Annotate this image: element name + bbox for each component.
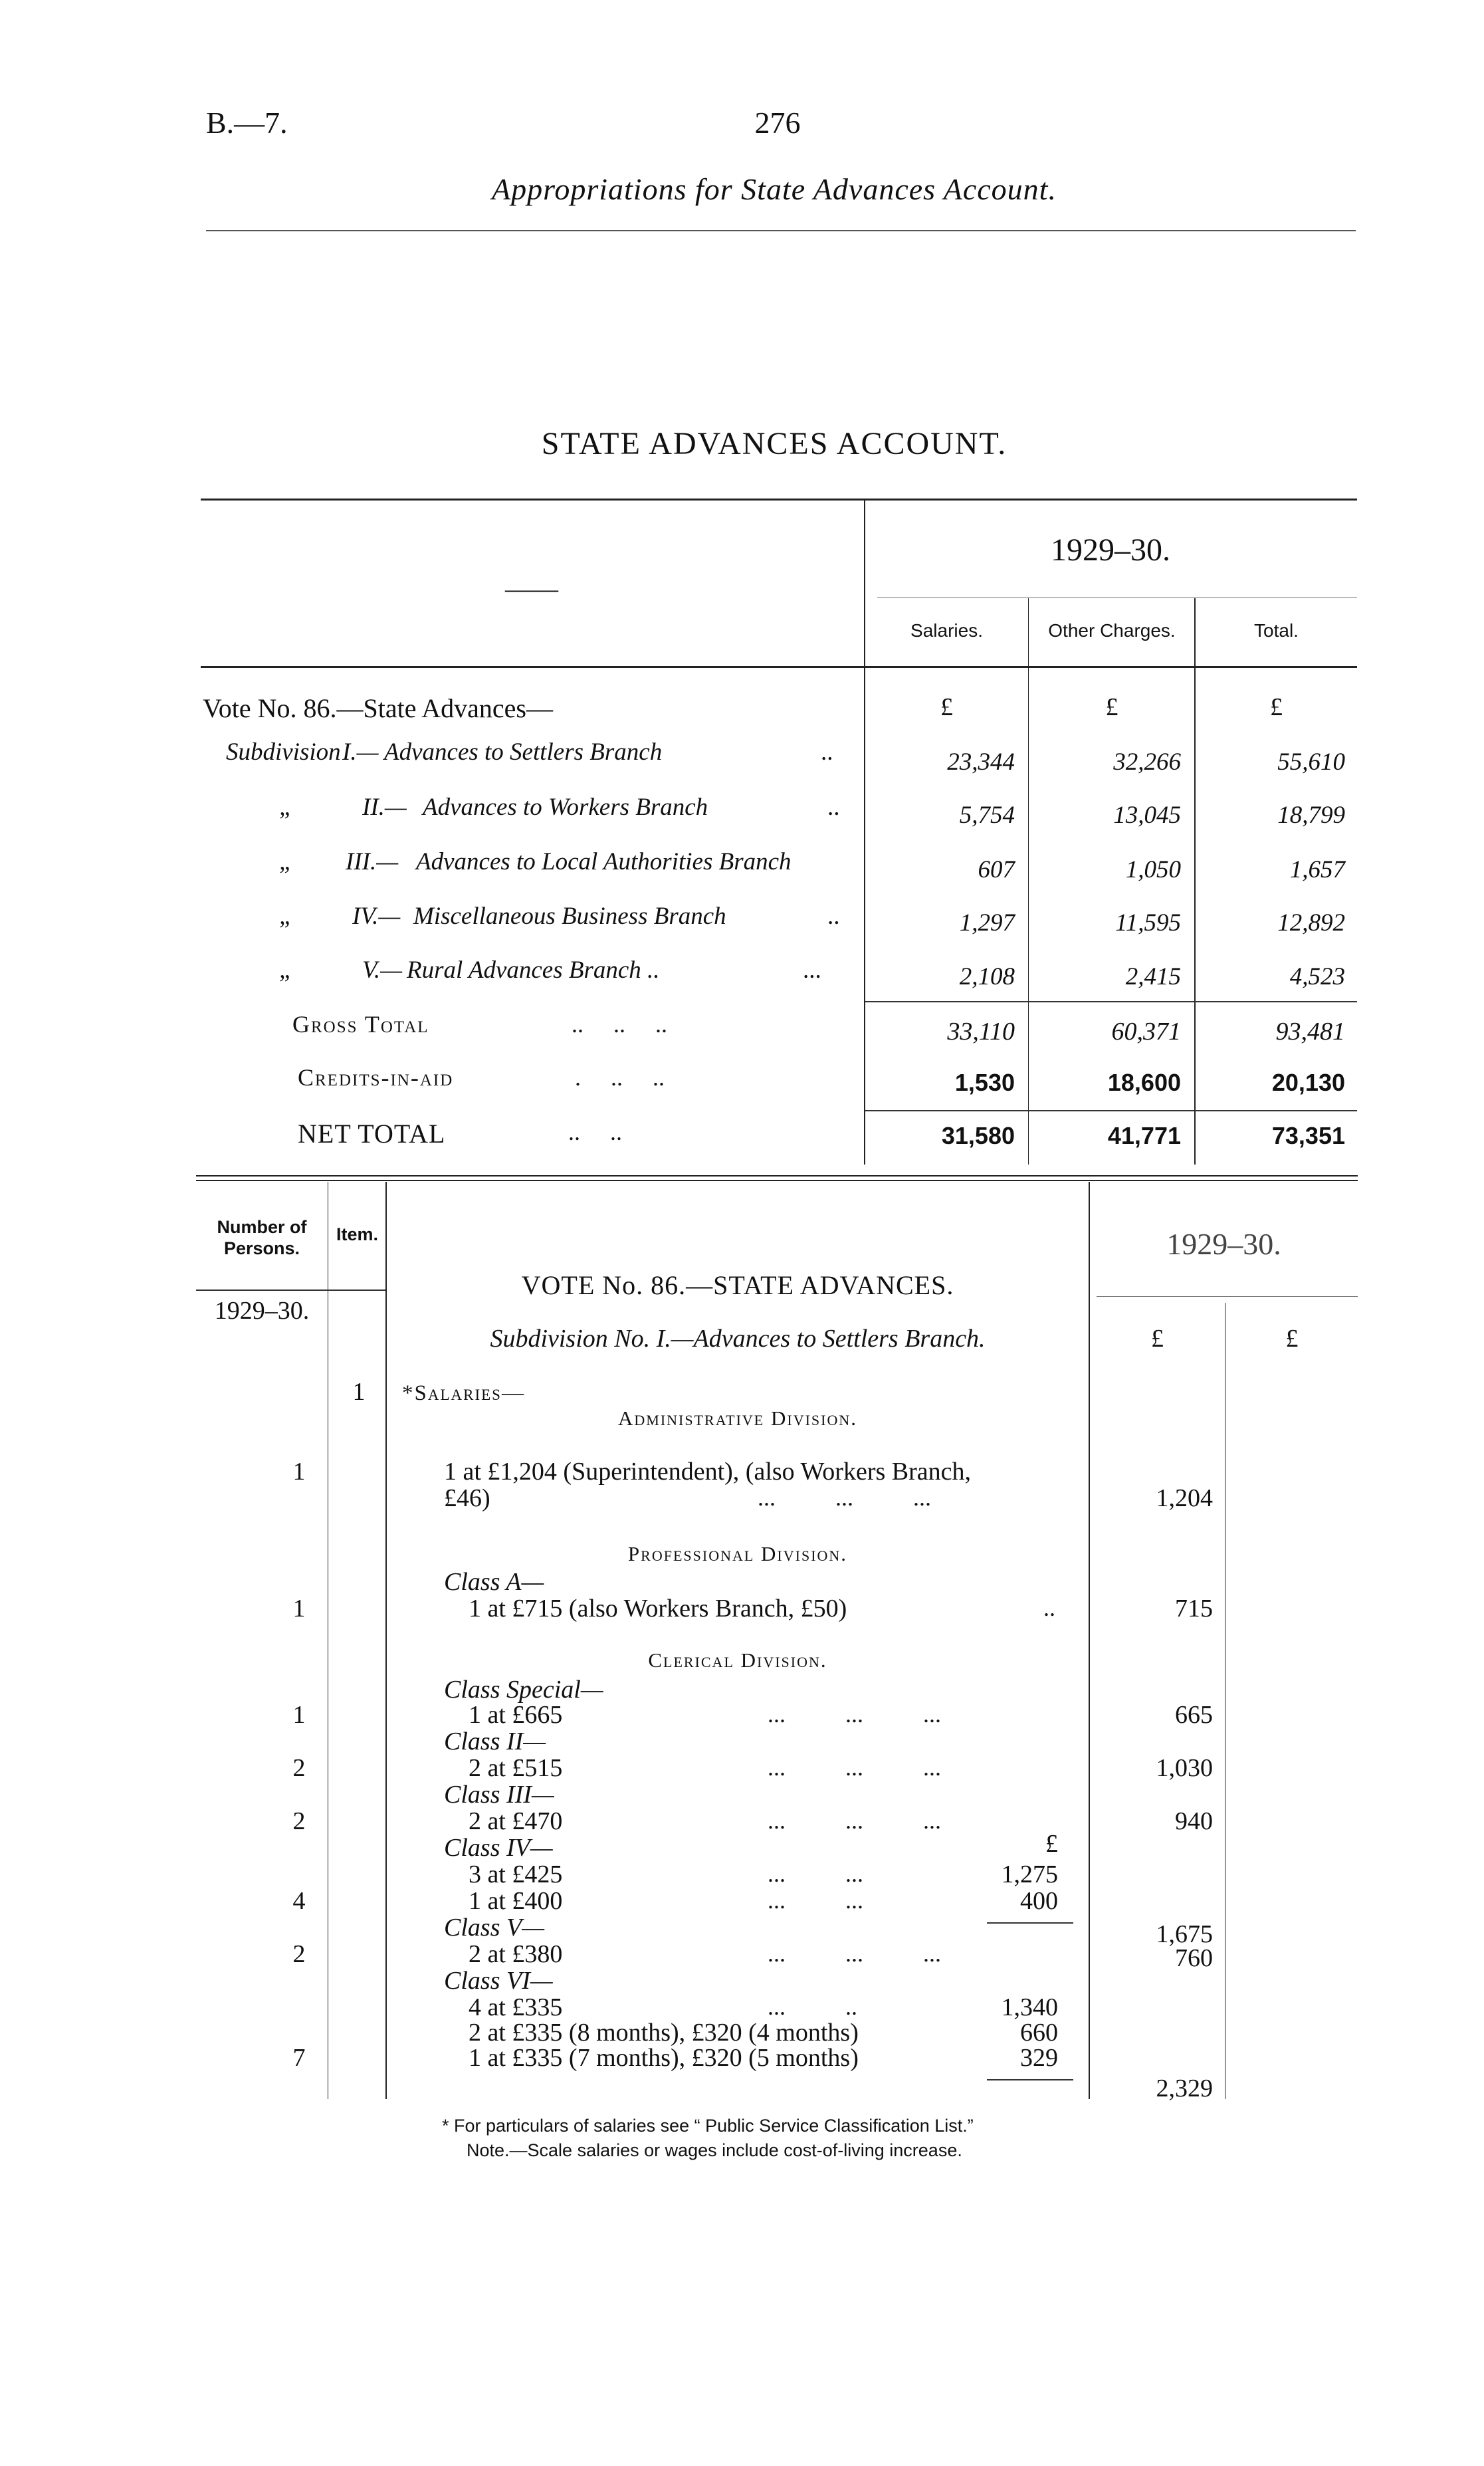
- gross-label: Gross Total: [292, 1011, 429, 1038]
- footnote-salaries: * For particulars of salaries see “ Public Service Classification List.”: [442, 2116, 974, 2136]
- iv-leader-2: ... ...: [768, 1887, 863, 1914]
- iv-pound: £: [1045, 1830, 1058, 1858]
- vi-persons: 7: [292, 2044, 306, 2072]
- header-rule: [206, 230, 1356, 231]
- v-persons: 2: [292, 1940, 306, 1968]
- vi-subtotal-2: 660: [1020, 2019, 1058, 2047]
- credits-salaries: 1,530: [954, 1069, 1015, 1096]
- iii-persons: 2: [292, 1807, 306, 1835]
- clerical-division: Clerical Division.: [648, 1648, 827, 1672]
- detail-year-rule: [1097, 1296, 1358, 1297]
- row-total: 18,799: [1277, 802, 1345, 829]
- vi-line-3: 1 at £335 (7 months), £320 (5 months): [469, 2044, 859, 2072]
- iv-line-1: 3 at £425: [469, 1860, 563, 1888]
- row-name: Advances to Settlers Branch: [384, 738, 663, 766]
- gross-rule: [865, 1001, 1357, 1002]
- gross-other: 60,371: [1111, 1018, 1181, 1046]
- row-other: 11,595: [1114, 909, 1181, 937]
- class-a-persons: 1: [292, 1595, 306, 1623]
- iv-persons: 4: [292, 1887, 306, 1915]
- row-prefix: Subdivision: [226, 738, 341, 766]
- vi-subtotal-3: 329: [1020, 2044, 1058, 2072]
- page-number: 276: [754, 106, 801, 140]
- gross-salaries: 33,110: [947, 1018, 1015, 1046]
- admin-line-1: 1 at £1,204 (Superintendent), (also Workers Branch,: [444, 1458, 971, 1486]
- admin-line-2: £46): [444, 1484, 490, 1512]
- iii-leader: ... ... ...: [768, 1807, 941, 1834]
- row-salaries: 607: [978, 856, 1015, 883]
- class-iii: Class III—: [444, 1781, 554, 1809]
- gross-leader: .. .. ..: [572, 1011, 667, 1038]
- net-total: 73,351: [1271, 1122, 1345, 1149]
- admin-amount: 1,204: [1156, 1484, 1213, 1512]
- iii-amount: 940: [1175, 1807, 1213, 1835]
- detail-currency-2: £: [1285, 1325, 1299, 1353]
- net-rule: [865, 1110, 1357, 1111]
- professional-division: Professional Division.: [627, 1542, 848, 1565]
- detail-year-right: 1929–30.: [1166, 1227, 1281, 1261]
- iv-leader-1: ... ...: [768, 1860, 863, 1887]
- summary-year: 1929–30.: [1051, 532, 1170, 568]
- class-a: Class A—: [444, 1568, 544, 1596]
- detail-top-rule-1: [196, 1175, 1358, 1177]
- row-other: 1,050: [1125, 856, 1181, 883]
- class-iv: Class IV—: [444, 1834, 553, 1862]
- v-leader: ... ... ...: [768, 1940, 941, 1967]
- row-numeral: II.—: [362, 794, 407, 821]
- subdivision-title: Subdivision No. I.—Advances to Settlers Branch.: [490, 1325, 986, 1353]
- net-other: 41,771: [1107, 1122, 1181, 1149]
- row-salaries: 23,344: [947, 748, 1015, 776]
- vote-label: Vote No. 86.—State Advances—: [203, 693, 553, 723]
- summary-title: STATE ADVANCES ACCOUNT.: [541, 426, 1007, 461]
- summary-top-rule: [201, 499, 1357, 501]
- row-name: Rural Advances Branch ..: [407, 956, 660, 984]
- row-total: 55,610: [1277, 748, 1345, 776]
- credits-leader: . .. ..: [575, 1064, 665, 1091]
- col-header-persons: Number of Persons.: [217, 1217, 307, 1258]
- row-total: 1,657: [1289, 856, 1345, 883]
- row-numeral: V.—: [362, 956, 402, 984]
- detail-year-left: 1929–30.: [214, 1297, 310, 1325]
- ii-persons: 2: [292, 1754, 306, 1782]
- row-prefix: „: [279, 956, 293, 984]
- row-numeral: IV.—: [352, 903, 401, 930]
- row-name: Advances to Workers Branch: [423, 794, 708, 821]
- class-special: Class Special—: [444, 1676, 603, 1704]
- summary-divider-label: [864, 500, 865, 1165]
- col-header-other: Other Charges.: [1048, 620, 1176, 641]
- v-line: 2 at £380: [469, 1940, 563, 1968]
- v-amount: 760: [1175, 1944, 1213, 1972]
- special-line: 1 at £665: [469, 1701, 563, 1729]
- vi-amount: 2,329: [1156, 2074, 1213, 2102]
- document-reference: B.—7.: [206, 106, 288, 140]
- net-salaries: 31,580: [941, 1122, 1015, 1149]
- salaries-heading: *Salaries—: [402, 1381, 525, 1405]
- vi-sum-rule: [987, 2079, 1073, 2080]
- class-ii: Class II—: [444, 1728, 546, 1755]
- iii-line: 2 at £470: [469, 1807, 563, 1835]
- net-label: NET TOTAL: [298, 1119, 446, 1149]
- vi-subtotal-1: 1,340: [1001, 1993, 1058, 2021]
- summary-header-rule: [201, 666, 1357, 668]
- iv-line-2: 1 at £400: [469, 1887, 563, 1915]
- iv-subtotal-2: 400: [1020, 1887, 1058, 1915]
- row-prefix: „: [279, 848, 293, 875]
- row-total: 12,892: [1277, 909, 1345, 937]
- row-prefix: „: [279, 903, 293, 930]
- currency-salaries: £: [940, 693, 953, 721]
- vi-line-1: 4 at £335: [469, 1993, 563, 2021]
- iv-sum-rule: [987, 1922, 1073, 1924]
- credits-total: 20,130: [1271, 1069, 1345, 1096]
- row-leader: ..: [821, 738, 833, 766]
- vi-line-2: 2 at £335 (8 months), £320 (4 months): [469, 2019, 859, 2047]
- summary-blank-dash: ——: [505, 574, 558, 604]
- vi-leader-1: ... ..: [768, 1993, 857, 2020]
- col-header-item: Item.: [336, 1224, 379, 1244]
- row-numeral: III.—: [346, 848, 399, 875]
- class-a-amount: 715: [1175, 1595, 1213, 1623]
- credits-label: Credits-in-aid: [298, 1064, 454, 1091]
- ii-amount: 1,030: [1156, 1754, 1213, 1782]
- iv-subtotal-1: 1,275: [1001, 1860, 1058, 1888]
- row-name: Miscellaneous Business Branch: [413, 903, 726, 930]
- class-vi: Class VI—: [444, 1967, 553, 1995]
- row-other: 2,415: [1125, 963, 1181, 990]
- administrative-division: Administrative Division.: [617, 1406, 858, 1430]
- class-v: Class V—: [444, 1914, 544, 1942]
- col-header-salaries: Salaries.: [910, 620, 983, 641]
- summary-year-rule: [877, 597, 1357, 598]
- admin-leader: ... ... ...: [758, 1484, 931, 1511]
- row-leader: ..: [827, 903, 840, 930]
- credits-other: 18,600: [1107, 1069, 1181, 1096]
- row-leader: ..: [827, 794, 840, 821]
- ii-line: 2 at £515: [469, 1754, 563, 1782]
- page-subtitle: Appropriations for State Advances Account.: [492, 172, 1057, 206]
- item-number: 1: [352, 1378, 366, 1406]
- detail-top-rule-2: [196, 1180, 1358, 1181]
- class-a-leader: ..: [1043, 1595, 1055, 1621]
- summary-divider-salaries: [1028, 598, 1029, 1165]
- row-salaries: 2,108: [959, 963, 1015, 990]
- iv-amount: 1,675: [1156, 1920, 1213, 1948]
- admin-persons: 1: [292, 1458, 306, 1486]
- currency-other: £: [1105, 693, 1118, 721]
- detail-currency-1: £: [1151, 1325, 1164, 1353]
- row-salaries: 1,297: [959, 909, 1015, 937]
- row-name: Advances to Local Authorities Branch: [416, 848, 792, 875]
- detail-divider-item: [385, 1182, 387, 2099]
- col-header-total: Total.: [1254, 620, 1299, 641]
- persons-header-rule: [196, 1289, 385, 1291]
- row-prefix: „: [279, 794, 293, 821]
- vote-title: VOTE No. 86.—STATE ADVANCES.: [521, 1270, 954, 1300]
- row-leader: ...: [803, 956, 821, 984]
- row-salaries: 5,754: [959, 802, 1015, 829]
- special-leader: ... ... ...: [768, 1701, 941, 1728]
- net-leader: .. ..: [568, 1119, 622, 1145]
- row-numeral: I.—: [342, 738, 379, 766]
- special-amount: 665: [1175, 1701, 1213, 1729]
- special-persons: 1: [292, 1701, 306, 1729]
- row-total: 4,523: [1289, 963, 1345, 990]
- currency-total: £: [1270, 693, 1283, 721]
- ii-leader: ... ... ...: [768, 1754, 941, 1781]
- row-other: 13,045: [1113, 802, 1181, 829]
- footnote-note: Note.—Scale salaries or wages include cost-of-living increase.: [467, 2140, 962, 2160]
- class-a-line: 1 at £715 (also Workers Branch, £50): [469, 1595, 847, 1623]
- row-other: 32,266: [1113, 748, 1181, 776]
- gross-total: 93,481: [1275, 1018, 1345, 1046]
